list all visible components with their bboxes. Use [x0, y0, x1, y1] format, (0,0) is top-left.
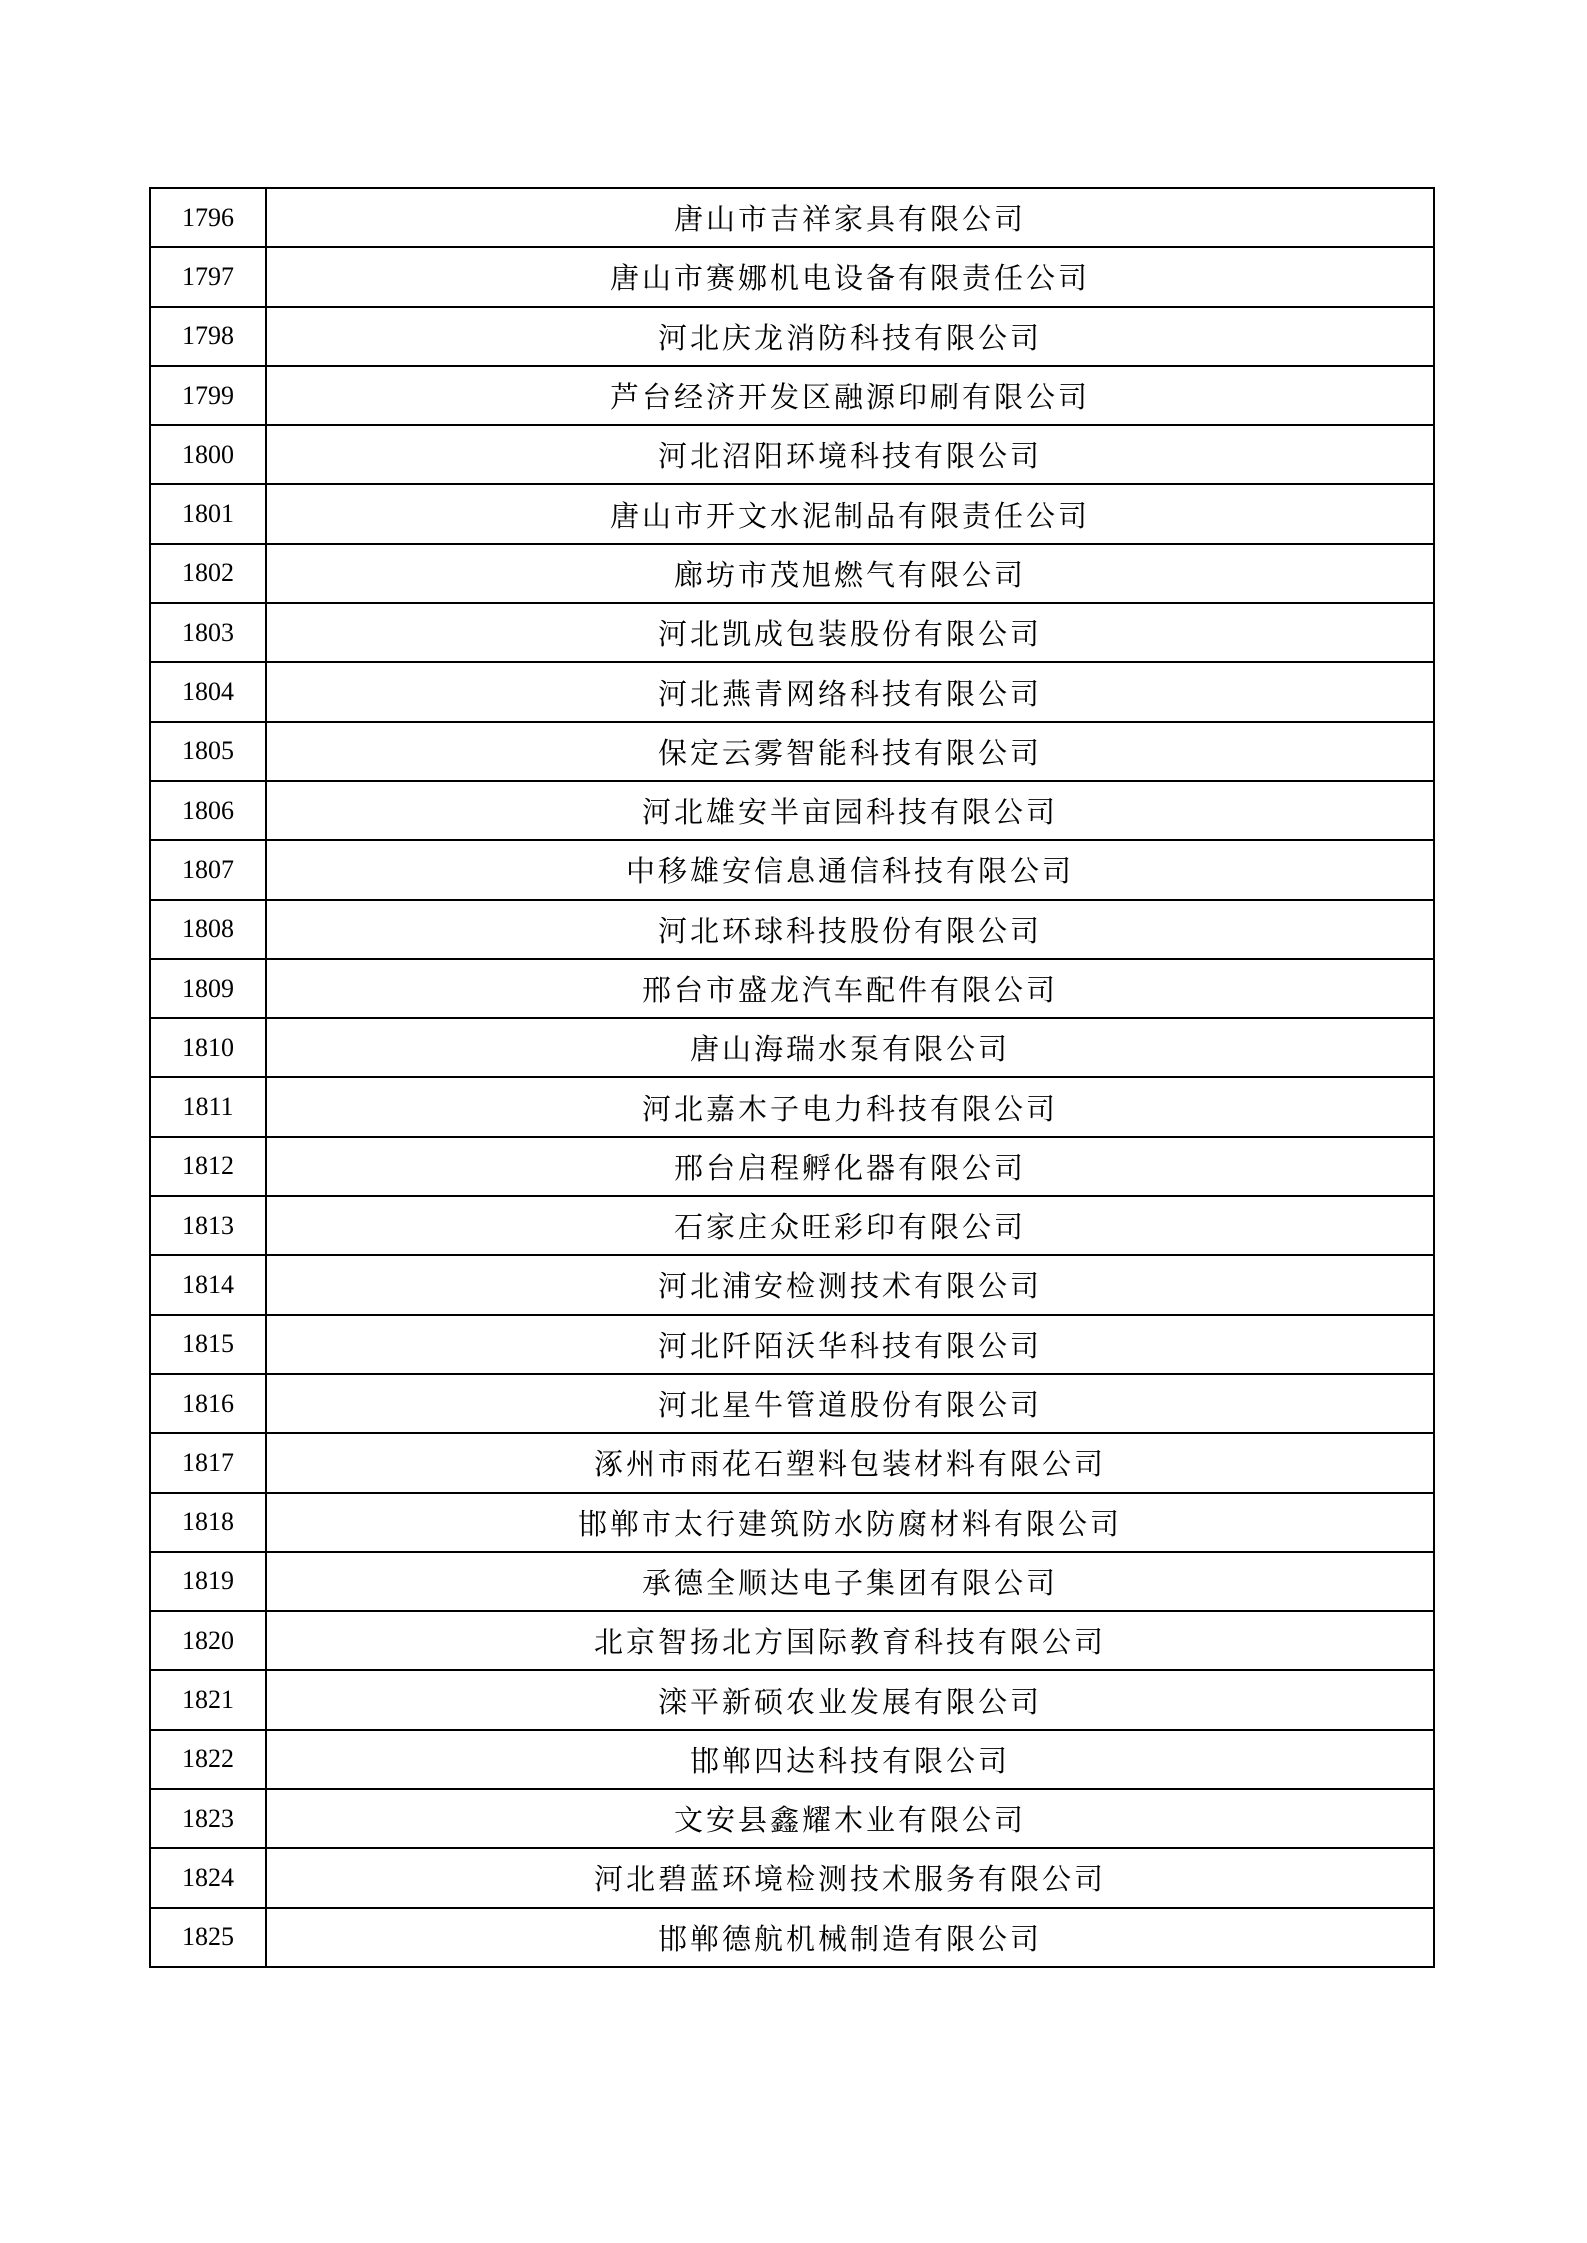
- row-number: 1808: [150, 900, 266, 959]
- row-number: 1811: [150, 1077, 266, 1136]
- table-row: [150, 544, 1434, 603]
- company-name: 邢台启程孵化器有限公司: [266, 1137, 1434, 1196]
- table-row: [150, 900, 1434, 959]
- row-number: 1810: [150, 1018, 266, 1077]
- table-row: [150, 840, 1434, 899]
- row-number: 1818: [150, 1493, 266, 1552]
- company-name: 中移雄安信息通信科技有限公司: [266, 840, 1434, 899]
- company-name: 河北嘉木子电力科技有限公司: [266, 1077, 1434, 1136]
- table-row: [150, 1789, 1434, 1848]
- table-row: [150, 1908, 1434, 1967]
- table-row: [150, 1611, 1434, 1670]
- company-name: 河北浦安检测技术有限公司: [266, 1255, 1434, 1314]
- table-row: [150, 781, 1434, 840]
- row-number: 1804: [150, 662, 266, 721]
- company-name: 河北阡陌沃华科技有限公司: [266, 1315, 1434, 1374]
- row-number: 1797: [150, 247, 266, 306]
- company-name: 唐山海瑞水泵有限公司: [266, 1018, 1434, 1077]
- company-name: 文安县鑫耀木业有限公司: [266, 1789, 1434, 1848]
- company-list-table: [149, 187, 1435, 1968]
- table-row: [150, 307, 1434, 366]
- row-number: 1814: [150, 1255, 266, 1314]
- company-name: 廊坊市茂旭燃气有限公司: [266, 544, 1434, 603]
- company-name: 邯郸德航机械制造有限公司: [266, 1908, 1434, 1967]
- row-number: 1805: [150, 722, 266, 781]
- company-name: 河北环球科技股份有限公司: [266, 900, 1434, 959]
- table-row: [150, 1196, 1434, 1255]
- row-number: 1816: [150, 1374, 266, 1433]
- company-name: 承德全顺达电子集团有限公司: [266, 1552, 1434, 1611]
- row-number: 1825: [150, 1908, 266, 1967]
- row-number: 1822: [150, 1730, 266, 1789]
- company-name: 唐山市吉祥家具有限公司: [266, 188, 1434, 247]
- table-row: [150, 1552, 1434, 1611]
- row-number: 1798: [150, 307, 266, 366]
- company-name: 邯郸四达科技有限公司: [266, 1730, 1434, 1789]
- company-name: 河北凯成包装股份有限公司: [266, 603, 1434, 662]
- company-name: 唐山市赛娜机电设备有限责任公司: [266, 247, 1434, 306]
- company-name: 滦平新硕农业发展有限公司: [266, 1670, 1434, 1729]
- row-number: 1803: [150, 603, 266, 662]
- company-name: 邢台市盛龙汽车配件有限公司: [266, 959, 1434, 1018]
- table-row: [150, 959, 1434, 1018]
- row-number: 1817: [150, 1433, 266, 1492]
- table-row: [150, 1433, 1434, 1492]
- row-number: 1823: [150, 1789, 266, 1848]
- table-row: [150, 247, 1434, 306]
- row-number: 1800: [150, 425, 266, 484]
- row-number: 1821: [150, 1670, 266, 1729]
- table-row: [150, 1730, 1434, 1789]
- company-name: 河北燕青网络科技有限公司: [266, 662, 1434, 721]
- company-name: 芦台经济开发区融源印刷有限公司: [266, 366, 1434, 425]
- row-number: 1820: [150, 1611, 266, 1670]
- company-name: 河北碧蓝环境检测技术服务有限公司: [266, 1848, 1434, 1907]
- company-name: 河北雄安半亩园科技有限公司: [266, 781, 1434, 840]
- table-row: [150, 1493, 1434, 1552]
- table-row: [150, 662, 1434, 721]
- company-name: 涿州市雨花石塑料包装材料有限公司: [266, 1433, 1434, 1492]
- company-name: 石家庄众旺彩印有限公司: [266, 1196, 1434, 1255]
- company-name: 邯郸市太行建筑防水防腐材料有限公司: [266, 1493, 1434, 1552]
- table-row: [150, 1077, 1434, 1136]
- table-row: [150, 1315, 1434, 1374]
- table-row: [150, 722, 1434, 781]
- table-row: [150, 188, 1434, 247]
- company-name: 保定云雾智能科技有限公司: [266, 722, 1434, 781]
- row-number: 1809: [150, 959, 266, 1018]
- row-number: 1813: [150, 1196, 266, 1255]
- company-name: 河北庆龙消防科技有限公司: [266, 307, 1434, 366]
- row-number: 1815: [150, 1315, 266, 1374]
- table-row: [150, 1255, 1434, 1314]
- row-number: 1807: [150, 840, 266, 899]
- row-number: 1796: [150, 188, 266, 247]
- company-name: 河北星牛管道股份有限公司: [266, 1374, 1434, 1433]
- table-row: [150, 484, 1434, 543]
- row-number: 1806: [150, 781, 266, 840]
- row-number: 1799: [150, 366, 266, 425]
- company-name: 北京智扬北方国际教育科技有限公司: [266, 1611, 1434, 1670]
- table-row: [150, 1670, 1434, 1729]
- row-number: 1812: [150, 1137, 266, 1196]
- table-row: [150, 366, 1434, 425]
- row-number: 1802: [150, 544, 266, 603]
- table-row: [150, 603, 1434, 662]
- table-row: [150, 1374, 1434, 1433]
- row-number: 1824: [150, 1848, 266, 1907]
- row-number: 1819: [150, 1552, 266, 1611]
- company-name: 河北沼阳环境科技有限公司: [266, 425, 1434, 484]
- company-name: 唐山市开文水泥制品有限责任公司: [266, 484, 1434, 543]
- table-row: [150, 1018, 1434, 1077]
- table-row: [150, 425, 1434, 484]
- table-row: [150, 1137, 1434, 1196]
- table-row: [150, 1848, 1434, 1907]
- table-body: [150, 188, 1434, 1967]
- row-number: 1801: [150, 484, 266, 543]
